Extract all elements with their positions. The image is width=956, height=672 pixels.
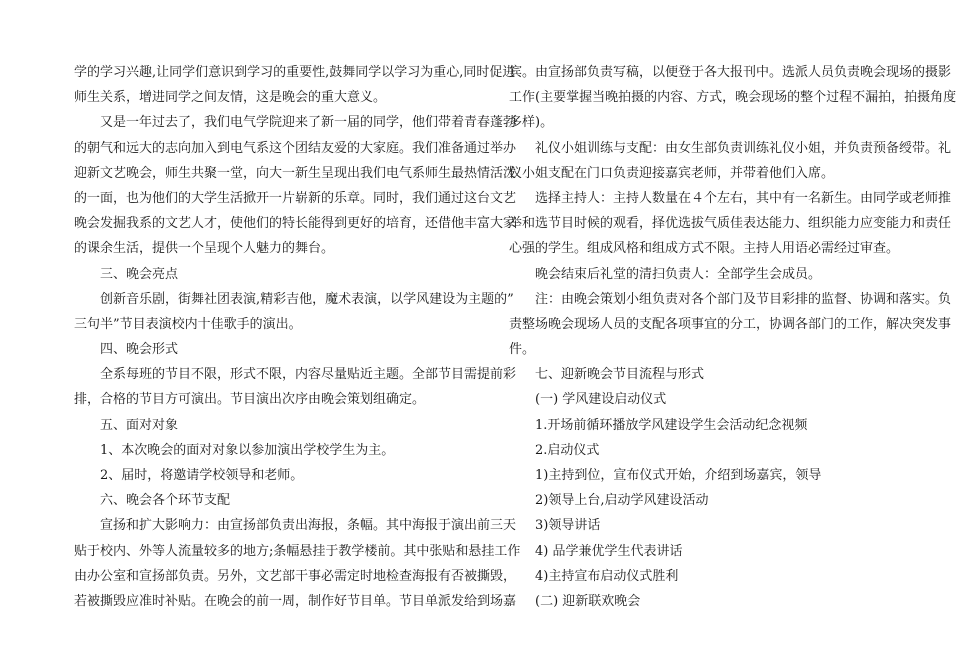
text-line: 工作(主要掌握当晚拍摄的内容、方式，晚会现场的整个过程不漏拍，拍摄角度: [509, 90, 956, 106]
paragraph-start: 又是一年过去了，我们电气学院迎来了新一届的同学，他们带着青春蓬勃: [100, 115, 517, 131]
text-line: 迎新文艺晚会，师生共聚一堂，向大一新生呈现出我们电气系师生最热情活泼: [74, 165, 517, 181]
paragraph-start: 全系每班的节目不限，形式不限，内容尽量贴近主题。全部节目需提前彩: [100, 367, 517, 383]
text-line: 晚会发掘我系的文艺人才，使他们的特长能得到更好的培育，还借他丰富大家: [74, 216, 517, 232]
paragraph-start: 注：由晚会策划小组负责对各个部门及节目彩排的监督、协调和落实。负: [535, 291, 952, 307]
text-line: 仪小姐支配在门口负责迎接嘉宾老师，并带着他们入席。: [509, 165, 835, 181]
text-line: 多样)。: [509, 115, 554, 131]
right-column: [509, 60, 956, 614]
paragraph-start: 晚会结束后礼堂的清扫负责人：全部学生会成员。: [535, 266, 822, 282]
paragraph-start: 礼仪小姐训练与支配：由女生部负责训练礼仪小姐，并负责预备绶带。礼: [535, 140, 952, 156]
section-heading: 六、晚会各个环节支配: [100, 493, 231, 509]
list-item: 3)领导讲话: [535, 518, 601, 534]
text-line: 的一面，也为他们的大学生活掀开一片崭新的乐章。同时，我们通过这台文艺: [74, 190, 517, 206]
subsection-heading: (二) 迎新联欢晚会: [535, 593, 641, 609]
text-line: 件。: [509, 342, 536, 358]
list-item: 1)主持到位，宣布仪式开始，介绍到场嘉宾，领导: [535, 468, 822, 483]
text-line: 若被撕毁应准时补贴。在晚会的前一周，制作好节目单。节目单派发给到场嘉: [74, 593, 517, 609]
subsection-heading: (一) 学风建设启动仪式: [535, 392, 667, 408]
paragraph-start: 选择主持人：主持人数量在４个左右，其中有一名新生。由同学或老师推: [535, 190, 952, 206]
text-line: 的朝气和远大的志向加入到电气系这个团结友爱的大家庭。我们准备通过举办: [74, 140, 517, 156]
text-line: 排，合格的节目方可演出。节目演出次序由晚会策划组确定。: [74, 392, 426, 408]
section-heading: 七、迎新晚会节目流程与形式: [535, 367, 705, 383]
text-line: 举和选节目时候的观看，择优选拔气质佳表达能力、组织能力应变能力和责任: [509, 216, 952, 232]
list-item: 2)领导上台,启动学风建设活动: [535, 493, 709, 509]
section-heading: 三、晚会亮点: [100, 266, 179, 282]
list-item: 2、届时，将邀请学校领导和老师。: [100, 468, 304, 483]
text-line: 由办公室和宣扬部负责。另外，文艺部干事必需定时地检查海报有否被撕毁，: [74, 568, 517, 584]
text-line: 心强的学生。组成风格和组成方式不限。主持人用语必需经过审查。: [509, 241, 900, 257]
text-line: 三句半”节目表演校内十佳歌手的演出。: [74, 316, 302, 332]
paragraph-start: 创新音乐剧，街舞社团表演,精彩吉他，魔术表演，以学风建设为主题的”: [100, 291, 514, 307]
list-item: 4)主持宣布启动仪式胜利: [535, 568, 679, 584]
text-line: 贴于校内、外等人流量较多的地方;条幅悬挂于教学楼前。其中张贴和悬挂工作: [74, 543, 521, 559]
list-item: 1.开场前循环播放学风建设学生会活动纪念视频: [535, 417, 808, 433]
text-line: 责整场晚会现场人员的支配各项事宜的分工，协调各部门的工作，解决突发事: [509, 316, 952, 332]
section-heading: 五、面对对象: [100, 417, 179, 433]
list-item: 2.启动仪式: [535, 442, 600, 458]
left-column: [74, 60, 521, 614]
text-line: 宾。由宣扬部负责写稿，以便登于各大报刊中。选派人员负责晚会现场的摄影: [509, 65, 952, 80]
paragraph-start: 宣扬和扩大影响力：由宣扬部负责出海报，条幅。其中海报于演出前三天: [100, 518, 517, 534]
text-line: 师生关系，增进同学之间友情，这是晚会的重大意义。: [74, 90, 387, 106]
text-line: 学的学习兴趣,让同学们意识到学习的重要性,鼓舞同学以学习为重心,同时促进: [74, 65, 516, 80]
list-item: 4) 品学兼优学生代表讲话: [535, 543, 683, 559]
text-line: 的课余生活，提供一个呈现个人魅力的舞台。: [74, 241, 335, 257]
section-heading: 四、晚会形式: [100, 342, 179, 358]
list-item: 1、本次晚会的面对对象以参加演出学校学生为主。: [100, 442, 395, 458]
